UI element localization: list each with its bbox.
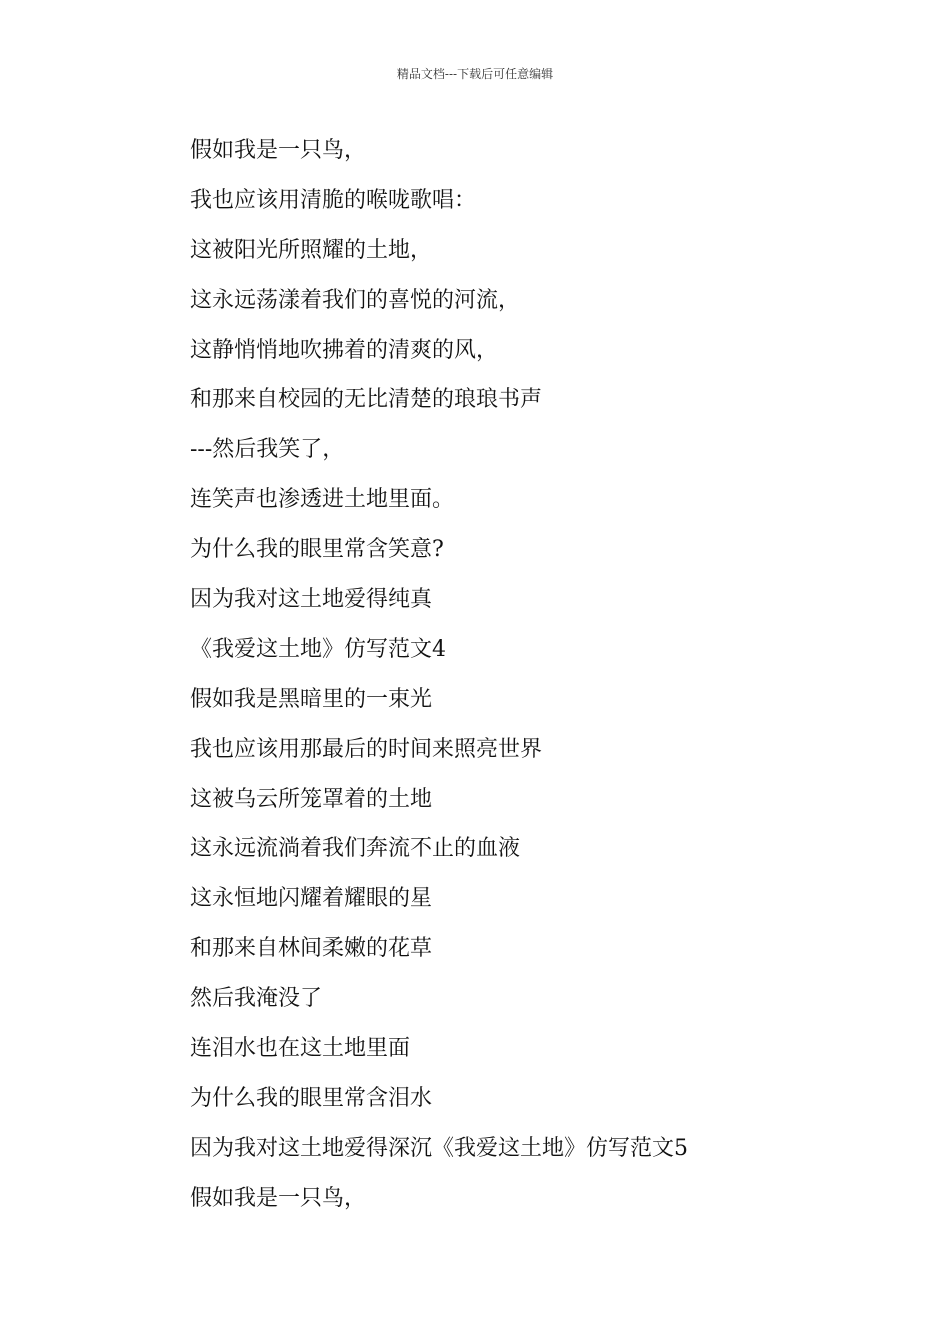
text-line: 连泪水也在这土地里面	[190, 1036, 411, 1062]
text-line: 假如我是一只鸟，	[190, 1185, 367, 1211]
text-line: 这永远荡漾着我们的喜悦的河流，	[190, 287, 521, 313]
text-line: 这永恒地闪耀着耀眼的星	[190, 886, 433, 912]
text-line: 我也应该用那最后的时间来照亮世界	[190, 736, 543, 762]
text-line: 我也应该用清脆的喉咙歌唱：	[190, 187, 477, 213]
text-line: 这永远流淌着我们奔流不止的血液	[190, 836, 521, 862]
text-line: 这静悄悄地吹拂着的清爽的风，	[190, 337, 499, 363]
text-line: 这被阳光所照耀的土地，	[190, 237, 433, 263]
text-line: 假如我是黑暗里的一束光	[190, 686, 433, 712]
page-header: 精品文档---下载后可任意编辑	[396, 67, 554, 81]
section-title-4: 《我爱这土地》仿写范文4	[190, 636, 446, 662]
document-body	[190, 136, 910, 1234]
text-line-with-section-title-5: 因为我对这土地爱得深沉《我爱这土地》仿写范文5	[190, 1135, 688, 1161]
text-line: 假如我是一只鸟，	[190, 138, 367, 163]
text-line: 因为我对这土地爱得纯真	[190, 587, 433, 613]
text-line: 为什么我的眼里常含笑意?	[190, 537, 444, 563]
text-line: 为什么我的眼里常含泪水	[190, 1085, 433, 1111]
text-line: 连笑声也渗透进土地里面。	[190, 487, 455, 513]
text-line: 然后我淹没了	[190, 986, 323, 1012]
text-line: 这被乌云所笼罩着的土地	[190, 786, 433, 812]
text-line: 和那来自校园的无比清楚的琅琅书声	[190, 387, 543, 413]
text-line: ---然后我笑了，	[190, 437, 345, 463]
text-line: 和那来自林间柔嫩的花草	[190, 936, 433, 962]
